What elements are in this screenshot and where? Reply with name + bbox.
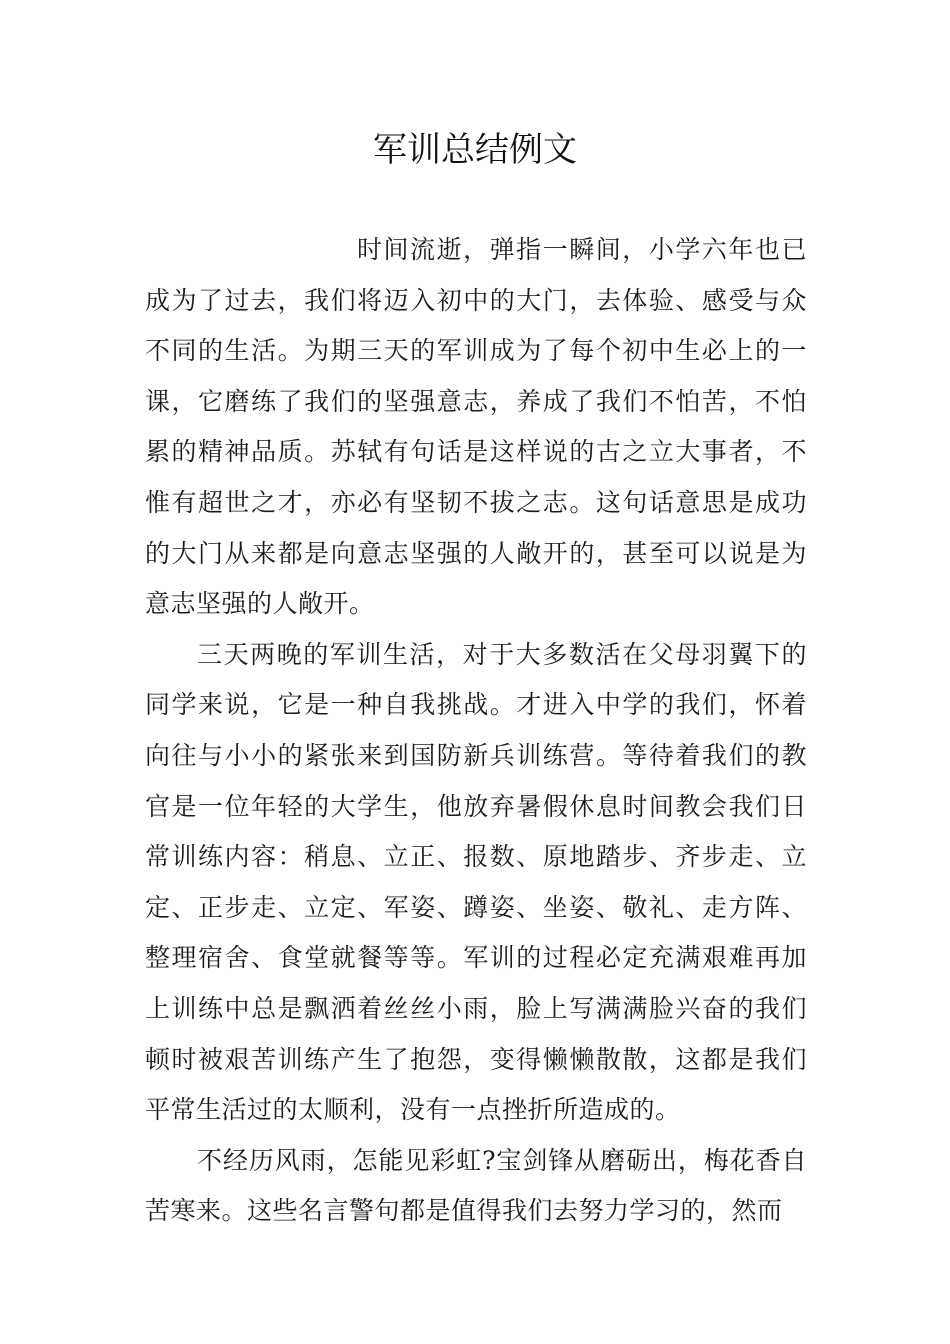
paragraph-3: 不经历风雨，怎能见彩虹?宝剑锋从磨砺出，梅花香自苦寒来。这些名言警句都是值得我们去努力学习的，然而 xyxy=(145,1145,807,1226)
paragraph-2: 三天两晚的军训生活，对于大多数活在父母羽翼下的同学来说，它是一种自我挑战。才进入中学的我们，怀着向往与小小的紧张来到国防新兵训练营。等待着我们的教官是一位年轻的大学生，他放弃暑假休息时间教会我们日常训练内容：稍息、立正、报数、原地踏步、齐步走、立定、正步走、立定、军姿、蹲姿、坐姿、敬礼、走方阵、整理宿舍、食堂就餐等等。军训的过程必定充满艰难再加上训练中总是飘洒着丝丝小雨，脸上写满满脸兴奋的我们顿时被艰苦训练产生了抱怨，变得懒懒散散，这都是我们平常生活过的太顺利，没有一点挫折所造成的。 xyxy=(145,639,807,1125)
document-body xyxy=(145,225,807,1237)
paragraph-1: 时间流逝，弹指一瞬间，小学六年也已成为了过去，我们将迈入初中的大门，去体验、感受与众不同的生活。为期三天的军训成为了每个初中生必上的一课，它磨练了我们的坚强意志，养成了我们不怕苦，不怕累的精神品质。苏轼有句话是这样说的古之立大事者，不惟有超世之才，亦必有坚韧不拔之志。这句话意思是成功的大门从来都是向意志坚强的人敞开的，甚至可以说是为意志坚强的人敞开。 xyxy=(145,235,807,619)
document-title: 军训总结例文 xyxy=(373,130,577,170)
